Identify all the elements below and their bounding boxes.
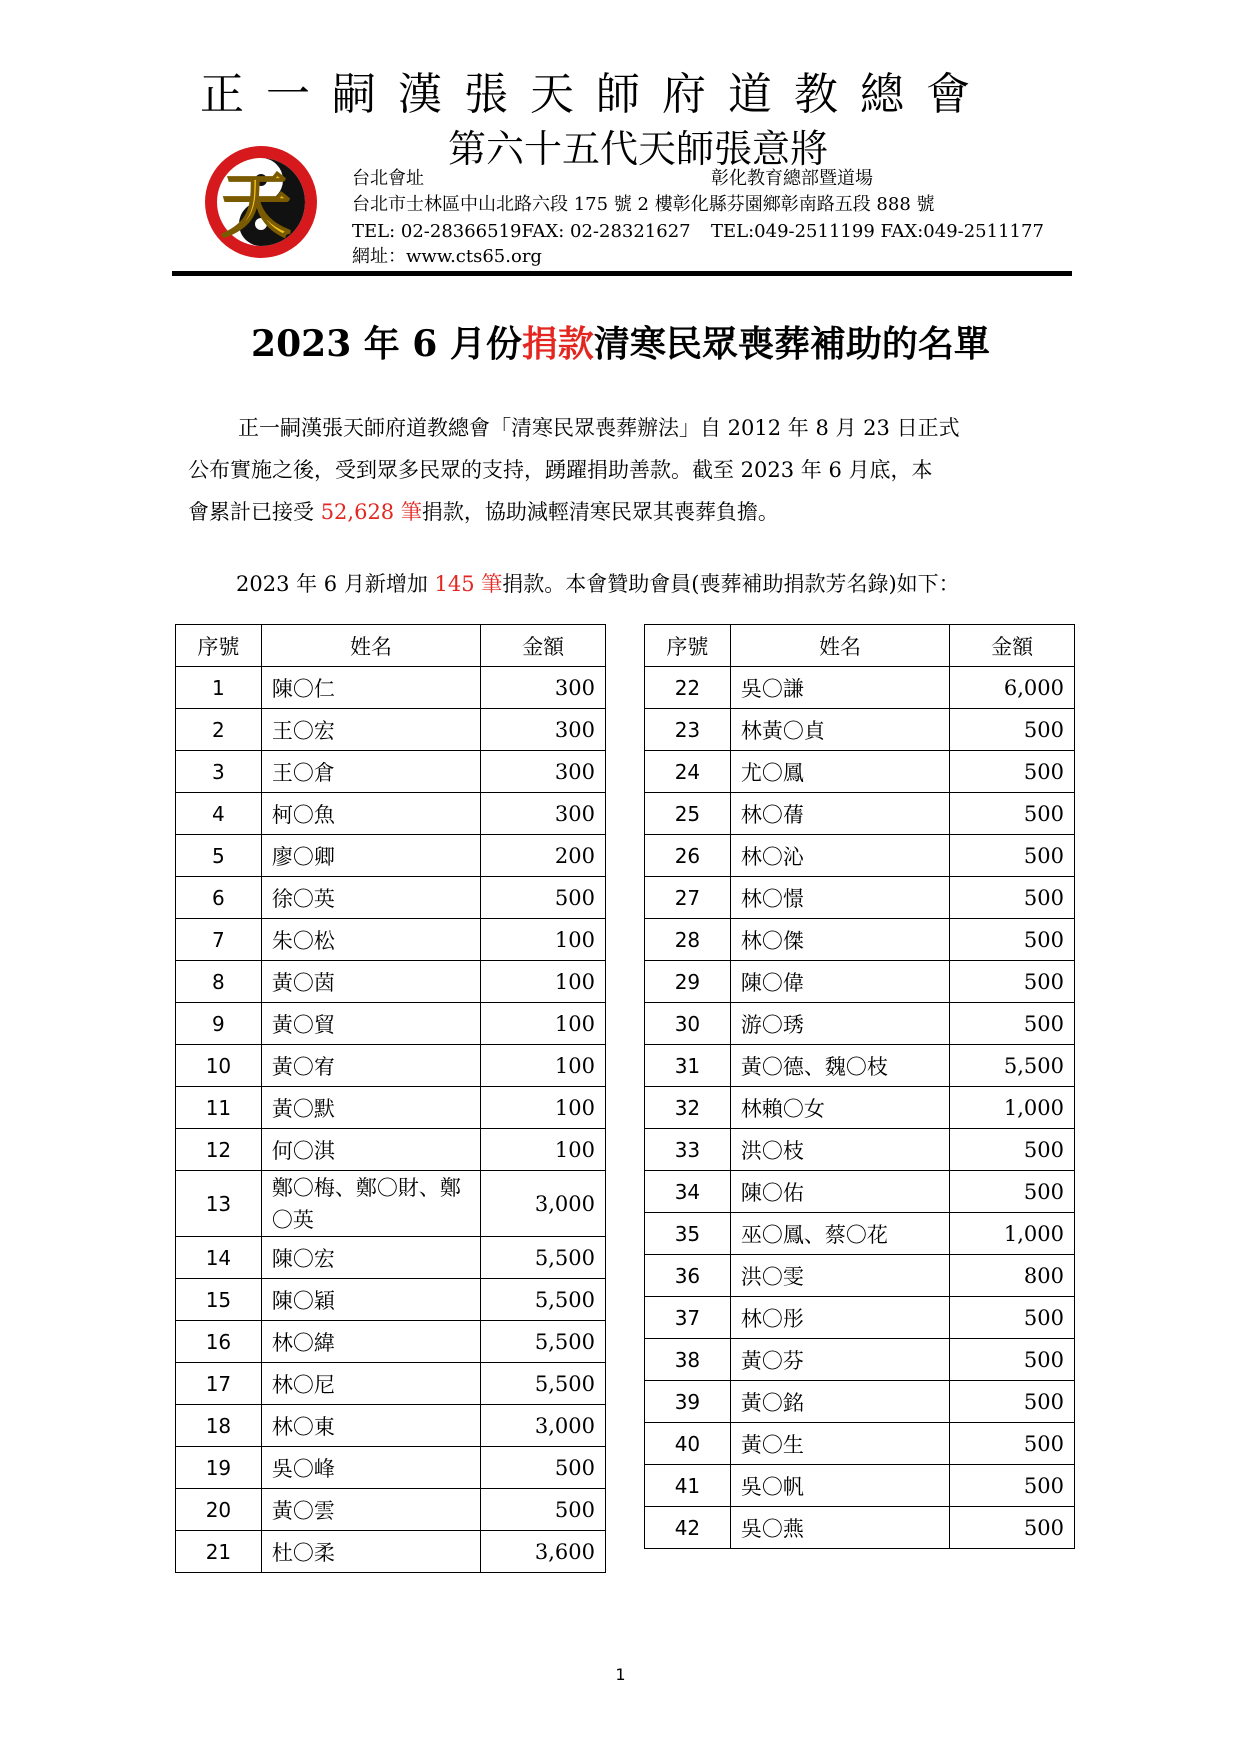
donor-name: 林〇憬 (730, 877, 949, 919)
donor-name: 吳〇燕 (730, 1507, 949, 1549)
donor-name: 黃〇芬 (730, 1339, 949, 1381)
row-seq: 5 (176, 835, 262, 877)
table-row (176, 1489, 606, 1531)
address-label-right: 彰化教育總部暨道場 (711, 168, 873, 189)
donor-name: 黃〇銘 (730, 1381, 949, 1423)
intro-line-3-start: 會累計已接受 (188, 500, 321, 524)
donation-amount: 5,500 (950, 1045, 1075, 1087)
donation-amount: 500 (950, 1003, 1075, 1045)
donor-name: 陳〇偉 (730, 961, 949, 1003)
donation-amount: 500 (950, 1339, 1075, 1381)
intro-line-2: 公布實施之後，受到眾多民眾的支持，踴躍捐助善款。截至 2023 年 6 月底，本 (188, 458, 933, 482)
donor-name: 吳〇帆 (730, 1465, 949, 1507)
donation-amount: 300 (481, 709, 606, 751)
table-row (645, 1171, 1075, 1213)
row-seq: 2 (176, 709, 262, 751)
table-row (176, 1003, 606, 1045)
table-row (645, 709, 1075, 751)
row-seq: 24 (645, 751, 731, 793)
row-seq: 34 (645, 1171, 731, 1213)
donor-name: 林〇傑 (730, 919, 949, 961)
donor-name: 黃〇雲 (261, 1489, 480, 1531)
row-seq: 4 (176, 793, 262, 835)
table-header-row (176, 625, 606, 667)
column-header-name: 姓名 (261, 625, 480, 667)
column-header-seq: 序號 (645, 625, 731, 667)
donor-name: 何〇淇 (261, 1129, 480, 1171)
row-seq: 38 (645, 1339, 731, 1381)
table-row (645, 1129, 1075, 1171)
table-row (645, 1045, 1075, 1087)
donation-amount: 500 (950, 793, 1075, 835)
donor-name: 王〇倉 (261, 751, 480, 793)
row-seq: 20 (176, 1489, 262, 1531)
telephone-left: TEL: 02-28366519FAX: 02-28321627 (352, 221, 691, 242)
table-row (645, 751, 1075, 793)
donation-amount: 3,000 (481, 1171, 606, 1237)
donor-name: 柯〇魚 (261, 793, 480, 835)
new-donations-count: 145 筆 (434, 572, 503, 596)
table-row (645, 1255, 1075, 1297)
table-row (176, 1237, 606, 1279)
donation-amount: 500 (950, 1465, 1075, 1507)
donation-amount: 300 (481, 667, 606, 709)
donor-name: 黃〇默 (261, 1087, 480, 1129)
row-seq: 1 (176, 667, 262, 709)
donor-name: 林〇緯 (261, 1321, 480, 1363)
row-seq: 12 (176, 1129, 262, 1171)
table-row (176, 1171, 606, 1237)
donation-amount: 500 (481, 877, 606, 919)
table-header-row (645, 625, 1075, 667)
donor-table-left (175, 624, 606, 1573)
donor-name: 洪〇枝 (730, 1129, 949, 1171)
summary-line (236, 563, 1116, 605)
row-seq: 16 (176, 1321, 262, 1363)
donation-amount: 1,000 (950, 1087, 1075, 1129)
donation-amount: 500 (950, 1171, 1075, 1213)
donor-name: 林賴〇女 (730, 1087, 949, 1129)
address-line: 台北市士林區中山北路六段 175 號 2 樓彰化縣芬園鄉彰南路五段 888 號 (352, 194, 935, 215)
title-rest: 清寒民眾喪葬補助的名單 (593, 323, 990, 365)
donor-name: 陳〇佑 (730, 1171, 949, 1213)
row-seq: 14 (176, 1237, 262, 1279)
table-row (645, 793, 1075, 835)
donation-amount: 3,000 (481, 1405, 606, 1447)
donor-name: 林〇蒨 (730, 793, 949, 835)
row-seq: 41 (645, 1465, 731, 1507)
donation-amount: 100 (481, 1003, 606, 1045)
donor-name: 林〇東 (261, 1405, 480, 1447)
table-row (176, 1129, 606, 1171)
donation-amount: 500 (481, 1447, 606, 1489)
title-date: 2023 年 6 月份 (251, 323, 522, 365)
table-row (645, 835, 1075, 877)
donation-amount: 500 (950, 751, 1075, 793)
donation-amount: 500 (950, 1381, 1075, 1423)
donor-name: 黃〇茵 (261, 961, 480, 1003)
donor-table-right (644, 624, 1075, 1549)
table-row (176, 1321, 606, 1363)
row-seq: 40 (645, 1423, 731, 1465)
table-row (176, 1363, 606, 1405)
table-row (176, 919, 606, 961)
table-row (645, 1423, 1075, 1465)
donor-name: 洪〇雯 (730, 1255, 949, 1297)
row-seq: 7 (176, 919, 262, 961)
intro-line-3 (188, 491, 1068, 533)
row-seq: 9 (176, 1003, 262, 1045)
table-row (645, 919, 1075, 961)
row-seq: 36 (645, 1255, 731, 1297)
header-subtitle: 第六十五代天師張意將 (448, 127, 829, 171)
table-row (645, 1465, 1075, 1507)
table-row (176, 877, 606, 919)
donation-amount: 100 (481, 1129, 606, 1171)
website: 網址：www.cts65.org (352, 246, 542, 267)
row-seq: 33 (645, 1129, 731, 1171)
donor-name: 朱〇松 (261, 919, 480, 961)
donation-amount: 500 (950, 1129, 1075, 1171)
donation-amount: 300 (481, 751, 606, 793)
row-seq: 35 (645, 1213, 731, 1255)
donation-amount: 100 (481, 961, 606, 1003)
donation-amount: 5,500 (481, 1321, 606, 1363)
row-seq: 10 (176, 1045, 262, 1087)
organization-logo (186, 142, 336, 262)
donation-amount: 5,500 (481, 1237, 606, 1279)
table-row (176, 1279, 606, 1321)
organization-name: 正一嗣漢張天師府道教總會 (200, 69, 992, 120)
row-seq: 21 (176, 1531, 262, 1573)
table-row (176, 1405, 606, 1447)
donation-amount: 500 (950, 961, 1075, 1003)
donor-name: 吳〇謙 (730, 667, 949, 709)
table-row (176, 1087, 606, 1129)
donor-name: 巫〇鳳、蔡〇花 (730, 1213, 949, 1255)
donor-name: 游〇琇 (730, 1003, 949, 1045)
row-seq: 3 (176, 751, 262, 793)
row-seq: 11 (176, 1087, 262, 1129)
donation-amount: 500 (950, 1297, 1075, 1339)
column-header-seq: 序號 (176, 625, 262, 667)
address-label-left: 台北會址 (352, 168, 424, 189)
row-seq: 6 (176, 877, 262, 919)
row-seq: 31 (645, 1045, 731, 1087)
row-seq: 32 (645, 1087, 731, 1129)
table-row (645, 1381, 1075, 1423)
donor-name: 廖〇卿 (261, 835, 480, 877)
table-row (645, 1297, 1075, 1339)
column-header-amount: 金額 (950, 625, 1075, 667)
telephone-right: TEL:049-2511199 FAX:049-2511177 (711, 221, 1044, 242)
row-seq: 27 (645, 877, 731, 919)
table-row (645, 667, 1075, 709)
donation-amount: 100 (481, 1087, 606, 1129)
donation-amount: 6,000 (950, 667, 1075, 709)
donor-name: 陳〇宏 (261, 1237, 480, 1279)
row-seq: 22 (645, 667, 731, 709)
table-row (176, 1045, 606, 1087)
donation-amount: 500 (950, 1423, 1075, 1465)
table-row (176, 835, 606, 877)
donation-amount: 1,000 (950, 1213, 1075, 1255)
row-seq: 37 (645, 1297, 731, 1339)
donor-name: 王〇宏 (261, 709, 480, 751)
donation-amount: 500 (950, 877, 1075, 919)
row-seq: 28 (645, 919, 731, 961)
column-header-name: 姓名 (730, 625, 949, 667)
donation-amount: 200 (481, 835, 606, 877)
table-row (645, 1213, 1075, 1255)
donation-amount: 500 (950, 709, 1075, 751)
donor-name: 黃〇宥 (261, 1045, 480, 1087)
donation-amount: 100 (481, 919, 606, 961)
donor-name: 林〇彤 (730, 1297, 949, 1339)
row-seq: 39 (645, 1381, 731, 1423)
summary-paragraph (188, 563, 1116, 605)
document-title (0, 316, 1241, 367)
title-highlight: 捐款 (521, 323, 594, 365)
table-row (645, 877, 1075, 919)
summary-start: 2023 年 6 月新增加 (236, 572, 435, 596)
donor-name: 林黃〇貞 (730, 709, 949, 751)
intro-paragraph (188, 407, 1068, 533)
donation-amount: 3,600 (481, 1531, 606, 1573)
row-seq: 25 (645, 793, 731, 835)
donor-name: 陳〇仁 (261, 667, 480, 709)
table-row (176, 709, 606, 751)
row-seq: 17 (176, 1363, 262, 1405)
letterhead (0, 0, 1241, 280)
row-seq: 26 (645, 835, 731, 877)
donation-amount: 5,500 (481, 1363, 606, 1405)
column-header-amount: 金額 (481, 625, 606, 667)
row-seq: 42 (645, 1507, 731, 1549)
table-row (176, 1531, 606, 1573)
intro-line-1: 正一嗣漢張天師府道教總會「清寒民眾喪葬辦法」自 2012 年 8 月 23 日正式 (238, 416, 960, 440)
row-seq: 19 (176, 1447, 262, 1489)
row-seq: 30 (645, 1003, 731, 1045)
donor-name: 尤〇鳳 (730, 751, 949, 793)
row-seq: 15 (176, 1279, 262, 1321)
table-row (176, 793, 606, 835)
donation-amount: 100 (481, 1045, 606, 1087)
donation-amount: 300 (481, 793, 606, 835)
table-row (645, 1003, 1075, 1045)
donation-amount: 500 (481, 1489, 606, 1531)
table-row (176, 751, 606, 793)
table-row (645, 1087, 1075, 1129)
donation-amount: 500 (950, 919, 1075, 961)
table-row (645, 1507, 1075, 1549)
donor-name: 林〇尼 (261, 1363, 480, 1405)
donor-name: 黃〇生 (730, 1423, 949, 1465)
donation-amount: 5,500 (481, 1279, 606, 1321)
row-seq: 29 (645, 961, 731, 1003)
row-seq: 13 (176, 1171, 262, 1237)
table-row (176, 1447, 606, 1489)
summary-end: 捐款。本會贊助會員(喪葬補助捐款芳名錄)如下： (502, 572, 960, 596)
donor-name: 黃〇德、魏〇枝 (730, 1045, 949, 1087)
intro-line-3-end: 捐款，協助減輕清寒民眾其喪葬負擔。 (421, 500, 779, 524)
donation-amount: 500 (950, 835, 1075, 877)
row-seq: 18 (176, 1405, 262, 1447)
donor-name: 杜〇柔 (261, 1531, 480, 1573)
row-seq: 8 (176, 961, 262, 1003)
donor-name: 林〇沁 (730, 835, 949, 877)
page-number: 1 (615, 1665, 626, 1684)
donor-name: 鄭〇梅、鄭〇財、鄭〇英 (261, 1171, 480, 1237)
total-donations-count: 52,628 筆 (320, 500, 422, 524)
logo-character: 天 (221, 164, 291, 247)
donation-amount: 800 (950, 1255, 1075, 1297)
donor-name: 徐〇英 (261, 877, 480, 919)
donor-name: 吳〇峰 (261, 1447, 480, 1489)
header-divider (172, 271, 1072, 276)
table-row (645, 1339, 1075, 1381)
donor-name: 黃〇貿 (261, 1003, 480, 1045)
donor-name: 陳〇穎 (261, 1279, 480, 1321)
donation-amount: 500 (950, 1507, 1075, 1549)
table-row (176, 961, 606, 1003)
table-row (645, 961, 1075, 1003)
table-row (176, 667, 606, 709)
row-seq: 23 (645, 709, 731, 751)
